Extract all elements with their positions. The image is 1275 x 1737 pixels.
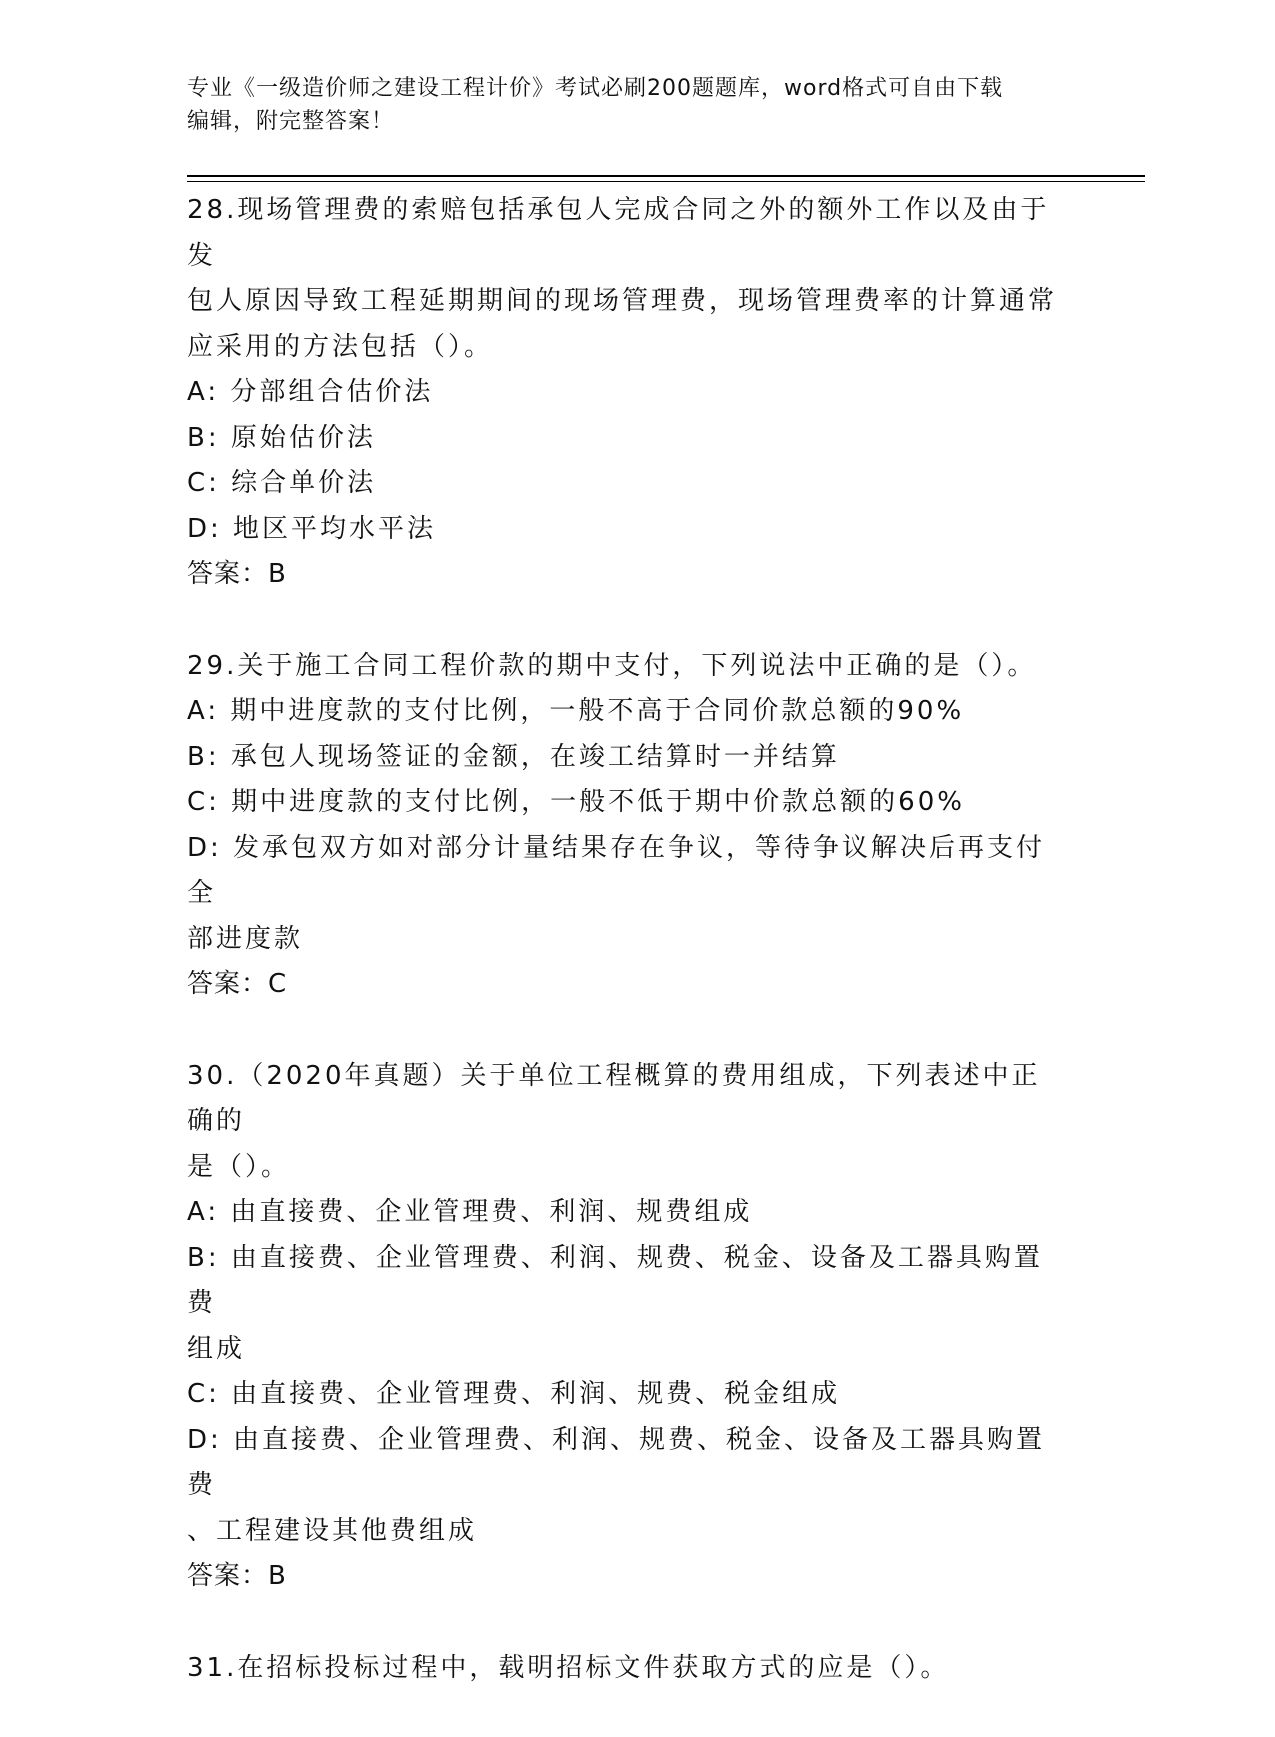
header-line-2: 编辑，附完整答案！ <box>187 109 395 134</box>
header-divider-thin <box>187 181 1145 182</box>
option-line: 部进度款 <box>187 923 304 954</box>
question-block <box>187 188 1067 598</box>
option-line: A: 期中进度款的支付比例，一般不高于合同价款总额的90% <box>187 696 965 726</box>
option-line: D: 发承包双方如对部分计量结果存在争议，等待争议解决后再支付全 <box>187 832 1046 908</box>
option-line: C: 期中进度款的支付比例，一般不低于期中价款总额的60% <box>187 787 965 817</box>
question-stem-line: 31.在招标投标过程中，载明招标文件获取方式的应是（）。 <box>187 1652 950 1683</box>
option-line: 、工程建设其他费组成 <box>187 1515 478 1546</box>
question-block <box>187 644 1067 1008</box>
question-stem-line: 应采用的方法包括（）。 <box>187 331 494 362</box>
answer-line: 答案：B <box>187 1561 287 1591</box>
question-block <box>187 1054 1067 1600</box>
option-line: A: 分部组合估价法 <box>187 377 434 407</box>
option-line: 组成 <box>187 1333 246 1364</box>
question-stem-line: 是（）。 <box>187 1151 291 1182</box>
option-line: D: 地区平均水平法 <box>187 513 437 544</box>
header-line-1: 专业《一级造价师之建设工程计价》考试必刷200题题库，word格式可自由下载 <box>187 76 1004 101</box>
answer-line: 答案：C <box>187 969 288 999</box>
header-divider-thick <box>187 175 1145 177</box>
option-line: C: 综合单价法 <box>187 468 377 498</box>
question-stem-line: 29.关于施工合同工程价款的期中支付，下列说法中正确的是（）。 <box>187 650 1037 681</box>
option-line: D: 由直接费、企业管理费、利润、规费、税金、设备及工器具购置费 <box>187 1424 1046 1500</box>
question-list <box>187 188 1067 1737</box>
option-line: B: 由直接费、企业管理费、利润、规费、税金、设备及工器具购置费 <box>187 1242 1043 1318</box>
question-block <box>187 1646 1067 1692</box>
document-header <box>187 72 1087 138</box>
option-line: A: 由直接费、企业管理费、利润、规费组成 <box>187 1197 753 1227</box>
answer-line: 答案：B <box>187 559 287 589</box>
option-line: B: 原始估价法 <box>187 422 376 453</box>
question-stem-line: 30.（2020年真题）关于单位工程概算的费用组成，下列表述中正确的 <box>187 1060 1041 1136</box>
option-line: C: 由直接费、企业管理费、利润、规费、税金组成 <box>187 1379 841 1409</box>
question-stem-line: 包人原因导致工程延期期间的现场管理费，现场管理费率的计算通常 <box>187 286 1058 316</box>
question-stem-line: 28.现场管理费的索赔包括承包人完成合同之外的额外工作以及由于发 <box>187 195 1050 271</box>
option-line: B: 承包人现场签证的金额，在竣工结算时一并结算 <box>187 741 840 772</box>
